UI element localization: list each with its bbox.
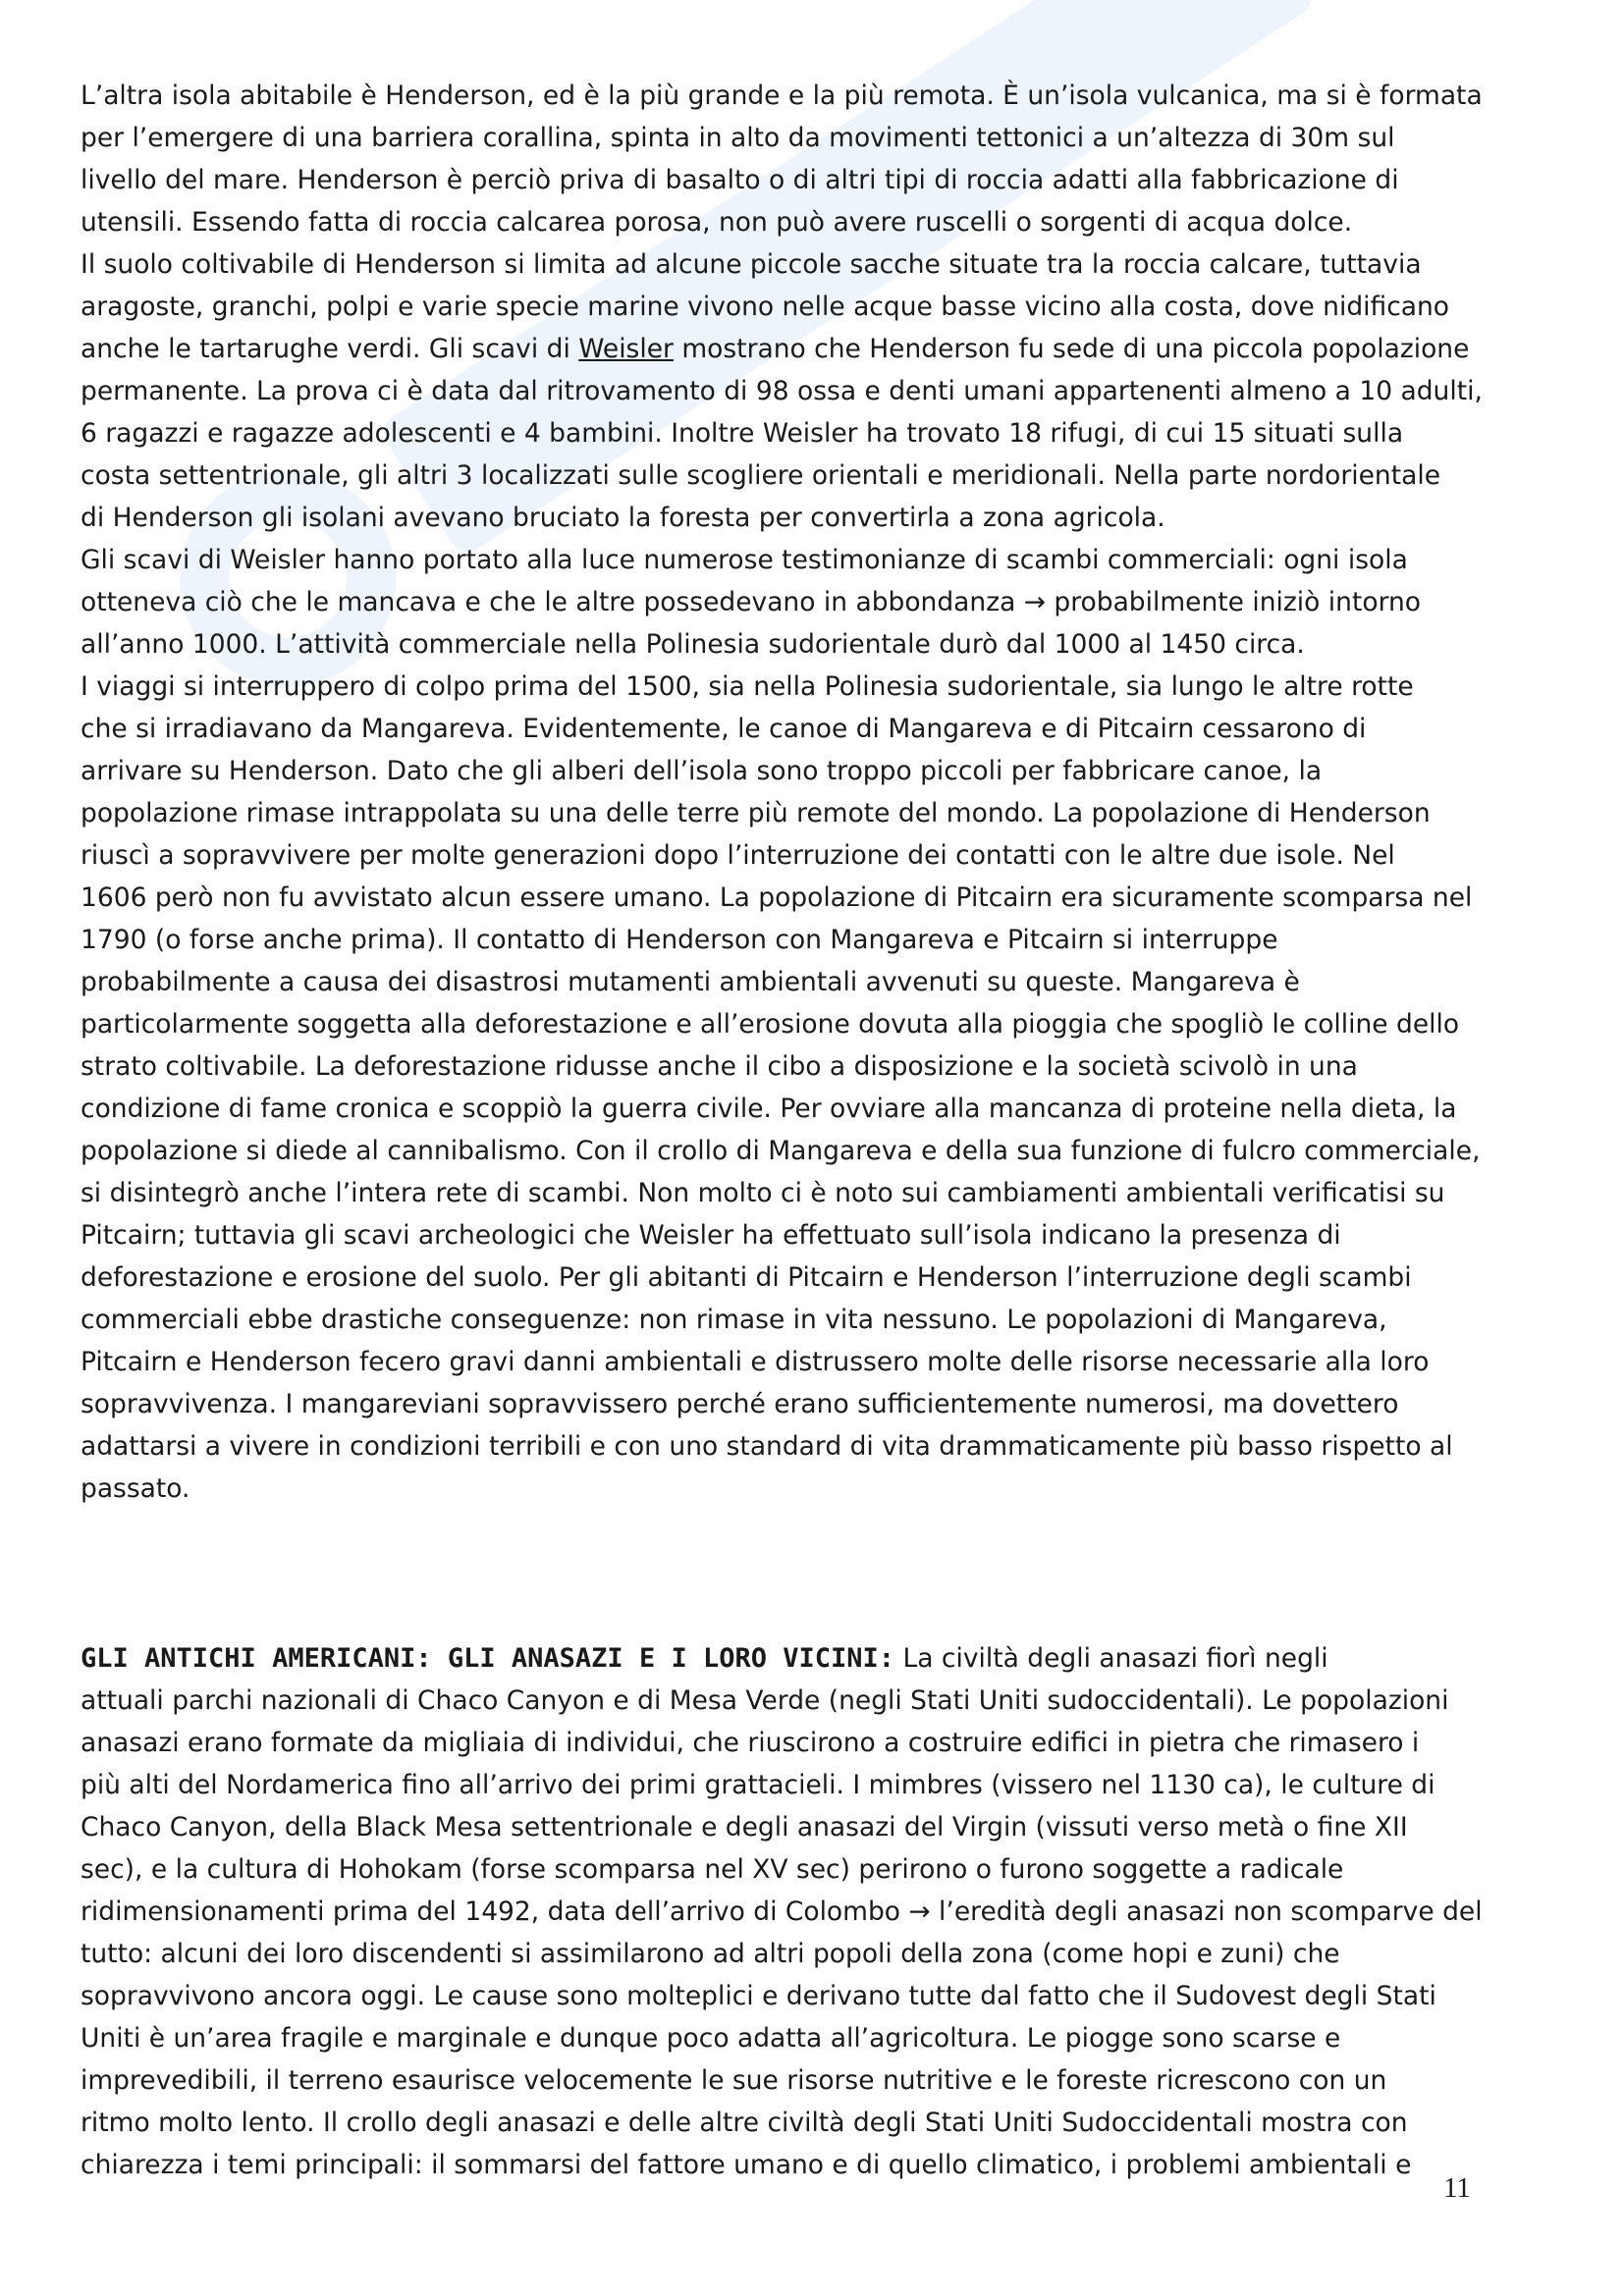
section-spacer: [81, 1510, 1553, 1637]
text-line: probabilmente a causa dei disastrosi mutamenti ambientali avvenuti su queste. Mangareva è: [81, 967, 1300, 997]
text-line: per l’emergere di una barriera corallina, spinta in alto da movimenti tettonici a un’altezza di 30m sul: [81, 123, 1395, 153]
text-line: popolazione rimase intrappolata su una delle terre più remote del mondo. La popolazione di Henderson: [81, 798, 1431, 828]
text-line: Pitcairn; tuttavia gli scavi archeologici che Weisler ha effettuato sull’isola indicano la presenza di: [81, 1220, 1341, 1251]
text-line: permanente. La prova ci è data dal ritrovamento di 98 ossa e denti umani appartenenti almeno a 10 adulti,: [81, 376, 1483, 406]
text-line: Il suolo coltivabile di Henderson si limita ad alcune piccole sacche situate tra la roccia calcare, tuttavia: [81, 249, 1422, 280]
text-line: [81, 328, 1553, 370]
text-line: passato.: [81, 1473, 190, 1504]
text-line: riuscì a sopravvivere per molte generazioni dopo l’interruzione dei contatti con le altre due isole. Nel: [81, 840, 1395, 871]
text-line: sec), e la cultura di Hohokam (forse scomparsa nel XV sec) perirono o furono soggette a radicale: [81, 1854, 1344, 1885]
text-line: deforestazione e erosione del suolo. Per gli abitanti di Pitcairn e Henderson l’interruzione degli scambi: [81, 1262, 1412, 1293]
text-line: che si irradiavano da Mangareva. Evidentemente, le canoe di Mangareva e di Pitcairn cessarono di: [81, 714, 1367, 744]
paragraph-collapse: [81, 666, 1553, 1510]
text-line: Gli scavi di Weisler hanno portato alla luce numerose testimonianze di scambi commerciali: ogni isola: [81, 545, 1408, 575]
text-line: 1606 però non fu avvistato alcun essere umano. La popolazione di Pitcairn era sicuramente scomparsa nel: [81, 882, 1473, 913]
paragraph-henderson-intro: [81, 75, 1553, 243]
text-line: Pitcairn e Henderson fecero gravi danni ambientali e distrussero molte delle risorse necessarie alla loro: [81, 1347, 1430, 1377]
weisler-underlined-word: Weisler: [578, 334, 674, 364]
text-line: aragoste, granchi, polpi e varie specie marine vivono nelle acque basse vicino alla costa, dove nidificano: [81, 292, 1450, 322]
text-line: costa settentrionale, gli altri 3 localizzati sulle scogliere orientali e meridionali. Nella parte nordorientale: [81, 460, 1441, 491]
text-line: [81, 1637, 1553, 1680]
text-line: ridimensionamenti prima del 1492, data dell’arrivo di Colombo → l’eredità degli anasazi non scomparve del: [81, 1896, 1483, 1927]
text-line: otteneva ciò che le mancava e che le altre possedevano in abbondanza → probabilmente iniziò intorno: [81, 587, 1422, 617]
text-line: livello del mare. Henderson è perciò priva di basalto o di altri tipi di roccia adatti alla fabbricazione di: [81, 165, 1399, 195]
text-line: sopravvivenza. I mangareviani sopravvissero perché erano sufficientemente numerosi, ma dovettero: [81, 1389, 1399, 1419]
section-heading: GLI ANTICHI AMERICANI: GLI ANASAZI E I LORO VICINI:: [81, 1643, 895, 1674]
text-line: adattarsi a vivere in condizioni terribili e con uno standard di vita drammaticamente più basso rispetto al: [81, 1431, 1453, 1462]
text-line: strato coltivabile. La deforestazione ridusse anche il cibo a disposizione e la società scivolò in una: [81, 1051, 1358, 1082]
paragraph-henderson-soil: [81, 243, 1553, 539]
text-line: arrivare su Henderson. Dato che gli alberi dell’isola sono troppo piccoli per fabbricare canoe, la: [81, 756, 1323, 786]
text-fragment: mostrano che Henderson fu sede di una piccola popolazione: [673, 334, 1470, 364]
paragraph-trade: [81, 539, 1553, 666]
text-line: 1790 (o forse anche prima). Il contatto di Henderson con Mangareva e Pitcairn si interruppe: [81, 925, 1278, 955]
text-line: imprevedibili, il terreno esaurisce velocemente le sue risorse nutritive e le foreste ricrescono con un: [81, 2065, 1387, 2096]
text-line: anasazi erano formate da migliaia di individui, che riuscirono a costruire edifici in pietra che rimasero i: [81, 1728, 1420, 1758]
section-anasazi: [81, 1637, 1553, 2186]
text-line: 6 ragazzi e ragazze adolescenti e 4 bambini. Inoltre Weisler ha trovato 18 rifugi, di cui 15 situati sulla: [81, 418, 1404, 449]
text-line: tutto: alcuni dei loro discendenti si assimilarono ad altri popoli della zona (come hopi e zuni) che: [81, 1939, 1340, 1969]
text-line: particolarmente soggetta alla deforestazione e all’erosione dovuta alla pioggia che spogliò le colline dello: [81, 1009, 1460, 1040]
text-line: sopravvivono ancora oggi. Le cause sono molteplici e derivano tutte dal fatto che il Sudovest degli Stati: [81, 1981, 1436, 2011]
text-line: I viaggi si interruppero di colpo prima del 1500, sia nella Polinesia sudorientale, sia lungo le altre rotte: [81, 671, 1414, 702]
text-fragment: La civiltà degli anasazi fiorì negli: [894, 1643, 1328, 1674]
text-line: di Henderson gli isolani avevano bruciato la foresta per convertirla a zona agricola.: [81, 503, 1165, 533]
text-line: L’altra isola abitabile è Henderson, ed è la più grande e la più remota. È un’isola vulcanica, ma si è formata: [81, 80, 1483, 111]
text-line: utensili. Essendo fatta di roccia calcarea porosa, non può avere ruscelli o sorgenti di acqua dolce.: [81, 207, 1353, 238]
page-number: 11: [1443, 2172, 1471, 2204]
text-fragment: anche le tartarughe verdi. Gli scavi di: [81, 334, 579, 364]
text-line: Uniti è un’area fragile e marginale e dunque poco adatta all’agricoltura. Le piogge sono scarse e: [81, 2023, 1341, 2054]
text-line: commerciali ebbe drastiche conseguenze: non rimase in vita nessuno. Le popolazioni di Mangareva,: [81, 1305, 1387, 1335]
text-line: popolazione si diede al cannibalismo. Con il crollo di Mangareva e della sua funzione di fulcro commerciale,: [81, 1136, 1481, 1166]
text-line: all’anno 1000. L’attività commerciale nella Polinesia sudorientale durò dal 1000 al 1450 circa.: [81, 629, 1305, 660]
text-line: condizione di fame cronica e scoppiò la guerra civile. Per ovviare alla mancanza di proteine nella dieta, la: [81, 1094, 1457, 1124]
text-line: ritmo molto lento. Il crollo degli anasazi e delle altre civiltà degli Stati Uniti Sudoccidentali mostra con: [81, 2108, 1408, 2138]
text-line: chiarezza i temi principali: il sommarsi del fattore umano e di quello climatico, i problemi ambientali e: [81, 2150, 1412, 2180]
document-body: [81, 75, 1553, 2186]
text-line: più alti del Nordamerica fino all’arrivo dei primi grattacieli. I mimbres (vissero nel 1130 ca), le culture di: [81, 1770, 1435, 1800]
text-line: Chaco Canyon, della Black Mesa settentrionale e degli anasazi del Virgin (vissuti verso metà o fine XII: [81, 1812, 1408, 1842]
text-line: attuali parchi nazionali di Chaco Canyon e di Mesa Verde (negli Stati Uniti sudoccidentali). Le popolazioni: [81, 1685, 1449, 1716]
text-line: si disintegrò anche l’intera rete di scambi. Non molto ci è noto sui cambiamenti ambientali verificatisi su: [81, 1178, 1445, 1208]
